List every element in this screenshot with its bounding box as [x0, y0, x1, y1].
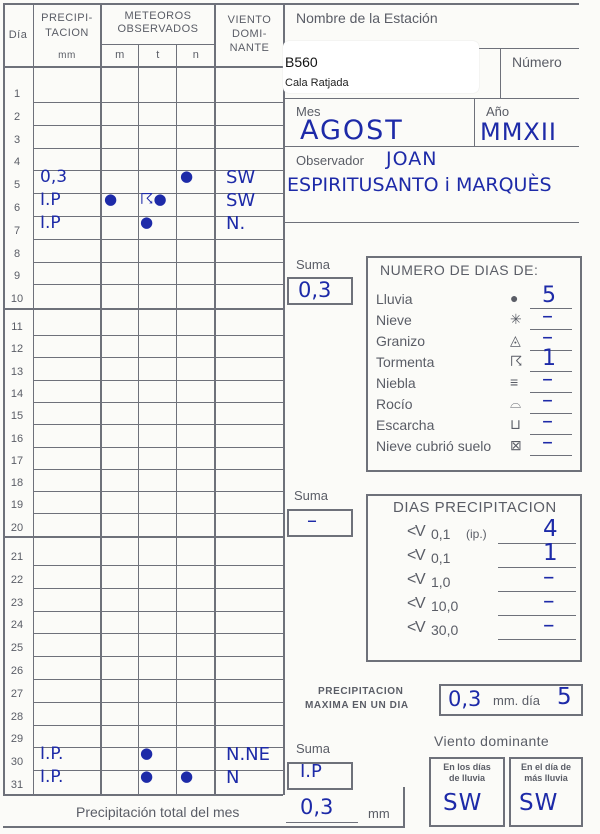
- row-separator: [34, 447, 283, 448]
- entry-precip: I.P.: [40, 744, 64, 765]
- suma-label-3: Suma: [296, 741, 330, 756]
- row-separator: [34, 469, 283, 470]
- numero-dias-value: –: [542, 409, 553, 434]
- day-number: 18: [10, 477, 24, 490]
- day-number: 1: [13, 88, 21, 100]
- header-precip-2: TACION: [45, 27, 89, 39]
- dias-precip-threshold: 10,0: [431, 598, 459, 614]
- header-viento-3: NANTE: [229, 42, 270, 54]
- viento-col2-l1: En el día de: [520, 762, 571, 772]
- header-viento-2: DOMI-: [232, 28, 267, 40]
- label-observador: Observador: [296, 153, 364, 168]
- row-separator: [34, 656, 283, 657]
- day-number: 24: [10, 619, 24, 632]
- header-met-m: m: [115, 49, 125, 61]
- dias-precip-value: –: [543, 588, 555, 614]
- numero-dias-value: –: [542, 430, 553, 455]
- day-number: 21: [10, 551, 24, 563]
- entry-viento: SW: [226, 167, 256, 189]
- ano-value: MMXII: [480, 118, 558, 146]
- header-precip-unit: mm: [58, 50, 76, 61]
- numero-dias-label: Escarcha: [376, 417, 435, 433]
- total-label: Precipitación total del mes: [76, 804, 240, 820]
- suma-value-3: I.P: [300, 761, 322, 782]
- label-numero: Número: [512, 54, 562, 70]
- day-number: 9: [13, 270, 21, 283]
- dias-precip-value: –: [543, 612, 555, 638]
- row-separator: [34, 611, 283, 612]
- viento-col1-l2: de lluvia: [448, 773, 485, 783]
- less-than-icon-2: V V V V V: [415, 523, 426, 636]
- maxima-day: 5: [557, 684, 572, 710]
- numero-dias-value: –: [542, 367, 553, 392]
- dias-precip-value: 4: [543, 516, 558, 542]
- numero-dias-label: Nieve cubrió suelo: [376, 438, 492, 454]
- row-separator: [34, 491, 283, 492]
- day-number: 6: [13, 202, 21, 214]
- suma-label-2: Suma: [294, 488, 328, 503]
- weather-symbol-icon: ⊔: [510, 416, 521, 432]
- entry-viento: N.: [226, 212, 246, 234]
- label-mes: Mes: [296, 104, 321, 119]
- suma-box-2: [287, 509, 353, 537]
- day-number: 16: [10, 432, 24, 445]
- numero-dias-label: Tormenta: [376, 354, 435, 370]
- dias-precip-underline: [498, 591, 576, 592]
- label-nombre-estacion: Nombre de la Estación: [296, 10, 438, 26]
- total-underline: [286, 822, 358, 823]
- day-number: 7: [13, 224, 21, 237]
- total-unit: mm: [368, 806, 390, 821]
- dias-precip-underline: [498, 567, 576, 568]
- viento-col2-value: SW: [519, 790, 559, 816]
- dias-precip-title: DIAS PRECIPITACION: [393, 499, 557, 516]
- suma-value-2: –: [307, 508, 317, 532]
- weather-symbol-icon: ≡: [510, 374, 519, 390]
- weather-symbol-icon: ☈: [510, 353, 523, 369]
- row-separator: [34, 588, 283, 589]
- day-number: 17: [10, 454, 24, 467]
- dias-precip-threshold: 0,1: [431, 526, 451, 542]
- entry-precip: I.P.: [40, 767, 64, 787]
- row-separator: [34, 239, 283, 240]
- row-separator: [34, 702, 283, 703]
- viento-dominante-title: Viento dominante: [434, 733, 550, 749]
- weather-symbol-icon: ⊠: [510, 437, 522, 453]
- ip-note: (ip.): [466, 527, 487, 541]
- entry-precip: I.P: [40, 212, 61, 233]
- station-name: Cala Ratjada: [285, 77, 349, 89]
- header-meteoros-1: METEOROS: [124, 10, 192, 22]
- row-separator: [34, 402, 283, 403]
- weather-symbol-icon: ✳: [510, 311, 522, 327]
- maxima-label-1: PRECIPITACION: [318, 686, 404, 697]
- entry-t: ●: [140, 767, 154, 785]
- day-number: 31: [10, 779, 24, 791]
- day-number: 25: [10, 642, 24, 655]
- day-number: 22: [10, 573, 24, 586]
- maxima-value: 0,3: [448, 687, 482, 711]
- entry-m: ●: [104, 190, 118, 208]
- entry-precip: I.P: [40, 190, 61, 210]
- day-number: 26: [10, 665, 24, 677]
- viento-col1-l1: En los días: [443, 762, 491, 772]
- day-number: 10: [10, 293, 24, 306]
- row-separator: [34, 216, 283, 217]
- header-met-n: n: [192, 49, 200, 61]
- header-precip-1: PRECIPI-: [41, 12, 93, 24]
- row-separator: [34, 725, 283, 726]
- row-separator: [34, 262, 283, 263]
- header-dia: Día: [8, 29, 28, 41]
- entry-n: ●: [180, 167, 194, 186]
- entry-viento: N: [226, 767, 240, 788]
- day-number: 15: [10, 410, 24, 423]
- day-number: 13: [10, 365, 24, 378]
- numero-dias-label: Lluvia: [376, 291, 413, 307]
- dias-precip-threshold: 1,0: [431, 574, 451, 590]
- dias-precip-threshold: 0,1: [431, 550, 451, 566]
- entry-n: ●: [180, 767, 194, 785]
- numero-dias-value: –: [542, 325, 553, 350]
- row-separator: [34, 424, 283, 425]
- entry-t: ●: [140, 212, 154, 231]
- row-separator: [34, 102, 283, 103]
- numero-dias-label: Granizo: [376, 333, 426, 349]
- row-separator: [34, 335, 283, 336]
- entry-viento: SW: [226, 190, 256, 211]
- less-than-icon: < < < < <: [407, 523, 417, 636]
- row-separator: [34, 633, 283, 634]
- numero-dias-label: Nieve: [376, 312, 412, 328]
- row-separator: [34, 284, 283, 285]
- dias-precip-underline: [498, 615, 576, 616]
- entry-t: ☈●: [140, 190, 167, 208]
- observador-line-2: ESPIRITUSANTO i MARQUÈS: [287, 174, 552, 196]
- day-number: 4: [13, 156, 21, 169]
- day-number: 20: [10, 521, 24, 534]
- day-number: 8: [13, 247, 21, 260]
- observador-line-1: JOAN: [386, 148, 438, 170]
- row-separator: [34, 357, 283, 358]
- weather-symbol-icon: ⌓: [510, 395, 522, 411]
- station-code: B560: [285, 54, 318, 70]
- numero-dias-value: 1: [542, 346, 556, 371]
- maxima-label-2: MAXIMA EN UN DIA: [305, 700, 409, 711]
- row-separator: [34, 148, 283, 149]
- label-ano: Año: [486, 104, 510, 119]
- dias-precip-threshold: 30,0: [431, 622, 459, 638]
- viento-col1-value: SW: [443, 790, 483, 816]
- day-number: 11: [11, 321, 23, 333]
- day-number: 28: [10, 710, 24, 723]
- day-number: 23: [10, 596, 24, 609]
- row-separator: [34, 380, 283, 381]
- station-sticker: [283, 41, 479, 93]
- suma-value-1: 0,3: [298, 278, 332, 302]
- numero-dias-value: 5: [542, 283, 556, 308]
- dias-precip-underline: [498, 639, 576, 640]
- entry-t: ●: [140, 744, 154, 763]
- entry-precip: 0,3: [40, 167, 68, 188]
- numero-dias-title: NUMERO DE DIAS DE:: [380, 262, 539, 278]
- numero-dias-value: –: [542, 304, 553, 329]
- row-separator: [34, 125, 283, 126]
- header-viento-1: VIENTO: [227, 14, 272, 26]
- day-number: 27: [10, 687, 24, 700]
- header-met-t: t: [156, 49, 160, 61]
- numero-dias-value: –: [542, 388, 553, 413]
- numero-dias-label: Rocío: [376, 396, 413, 412]
- viento-col2-l2: más lluvia: [524, 773, 568, 783]
- day-number: 3: [13, 133, 21, 146]
- weather-symbol-icon: ◬: [510, 332, 521, 348]
- dias-precip-underline: [498, 543, 576, 544]
- day-number: 2: [13, 110, 21, 123]
- day-number: 30: [10, 756, 24, 769]
- dias-precip-value: 1: [543, 540, 558, 566]
- numero-dias-label: Niebla: [376, 375, 416, 391]
- row-separator: [34, 770, 283, 771]
- entry-viento: N.NE: [226, 744, 271, 766]
- dias-precip-value: –: [543, 564, 555, 590]
- weather-symbol-icon: ●: [510, 290, 519, 306]
- day-number: 14: [10, 387, 24, 400]
- total-value: 0,3: [300, 795, 334, 819]
- row-separator: [34, 565, 283, 566]
- day-number: 12: [10, 343, 24, 356]
- day-number: 29: [10, 733, 24, 746]
- row-separator: [34, 513, 283, 514]
- header-meteoros-2: OBSERVADOS: [117, 23, 199, 35]
- day-number: 19: [10, 499, 24, 512]
- day-number: 5: [13, 179, 21, 192]
- row-separator: [34, 679, 283, 680]
- numero-dias-underline: [530, 455, 572, 456]
- mes-value: AGOST: [300, 115, 404, 146]
- maxima-unit: mm. día: [493, 693, 540, 708]
- suma-label-1: Suma: [296, 257, 330, 272]
